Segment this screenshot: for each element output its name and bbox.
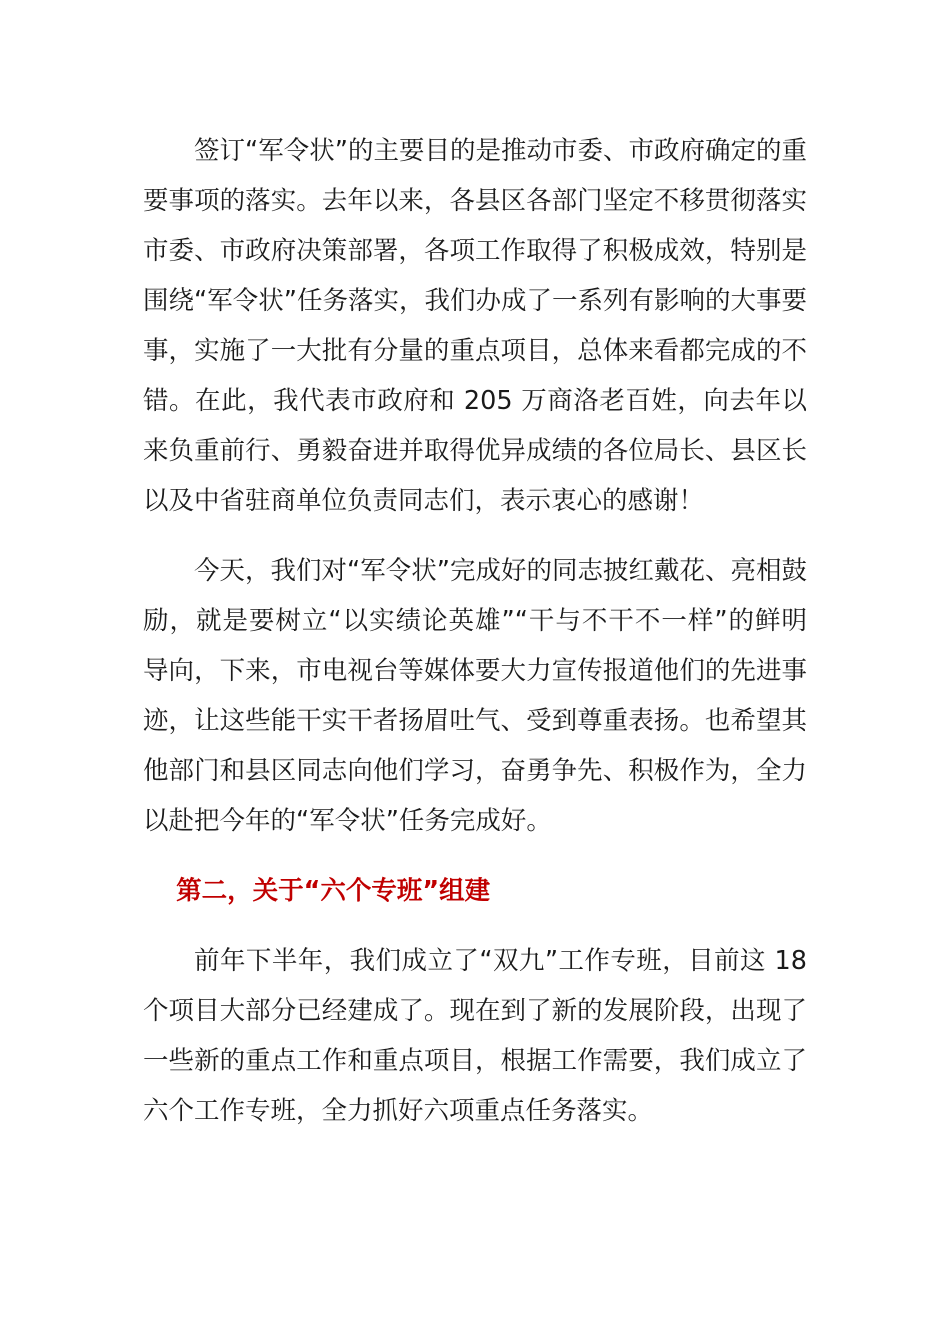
document-body — [143, 126, 807, 1136]
paragraph-spacer — [143, 526, 807, 546]
paragraph-recognition: 今天，我们对“军令状”完成好的同志披红戴花、亮相鼓励，就是要树立“以实绩论英雄”“干与不干不一样”的鲜明导向，下来，市电视台等媒体要大力宣传报道他们的先进事迹，让这些能干实干者扬眉吐气、受到尊重表扬。也希望其他部门和县区同志向他们学习，奋勇争先、积极作为，全力以赴把今年的“军令状”任务完成好。 — [143, 556, 807, 836]
paragraph-task-forces: 前年下半年，我们成立了“双九”工作专班，目前这 18 个项目大部分已经建成了。现在到了新的发展阶段，出现了一些新的重点工作和重点项目，根据工作需要，我们成立了六个工作专班，全力抓好六项重点任务落实。 — [143, 946, 807, 1126]
paragraph-spacer — [143, 846, 807, 866]
paragraph-spacer — [143, 916, 807, 936]
paragraph-military-order-purpose: 签订“军令状”的主要目的是推动市委、市政府确定的重要事项的落实。去年以来，各县区各部门坚定不移贯彻落实市委、市政府决策部署，各项工作取得了积极成效，特别是围绕“军令状”任务落实，我们办成了一系列有影响的大事要事，实施了一大批有分量的重点项目，总体来看都完成的不错。在此，我代表市政府和 205 万商洛老百姓，向去年以来负重前行、勇毅奋进并取得优异成绩的各位局长、县区长以及中省驻商单位负责同志们，表示衷心的感谢！ — [143, 136, 807, 516]
section-heading: 第二，关于“六个专班”组建 — [176, 876, 491, 906]
